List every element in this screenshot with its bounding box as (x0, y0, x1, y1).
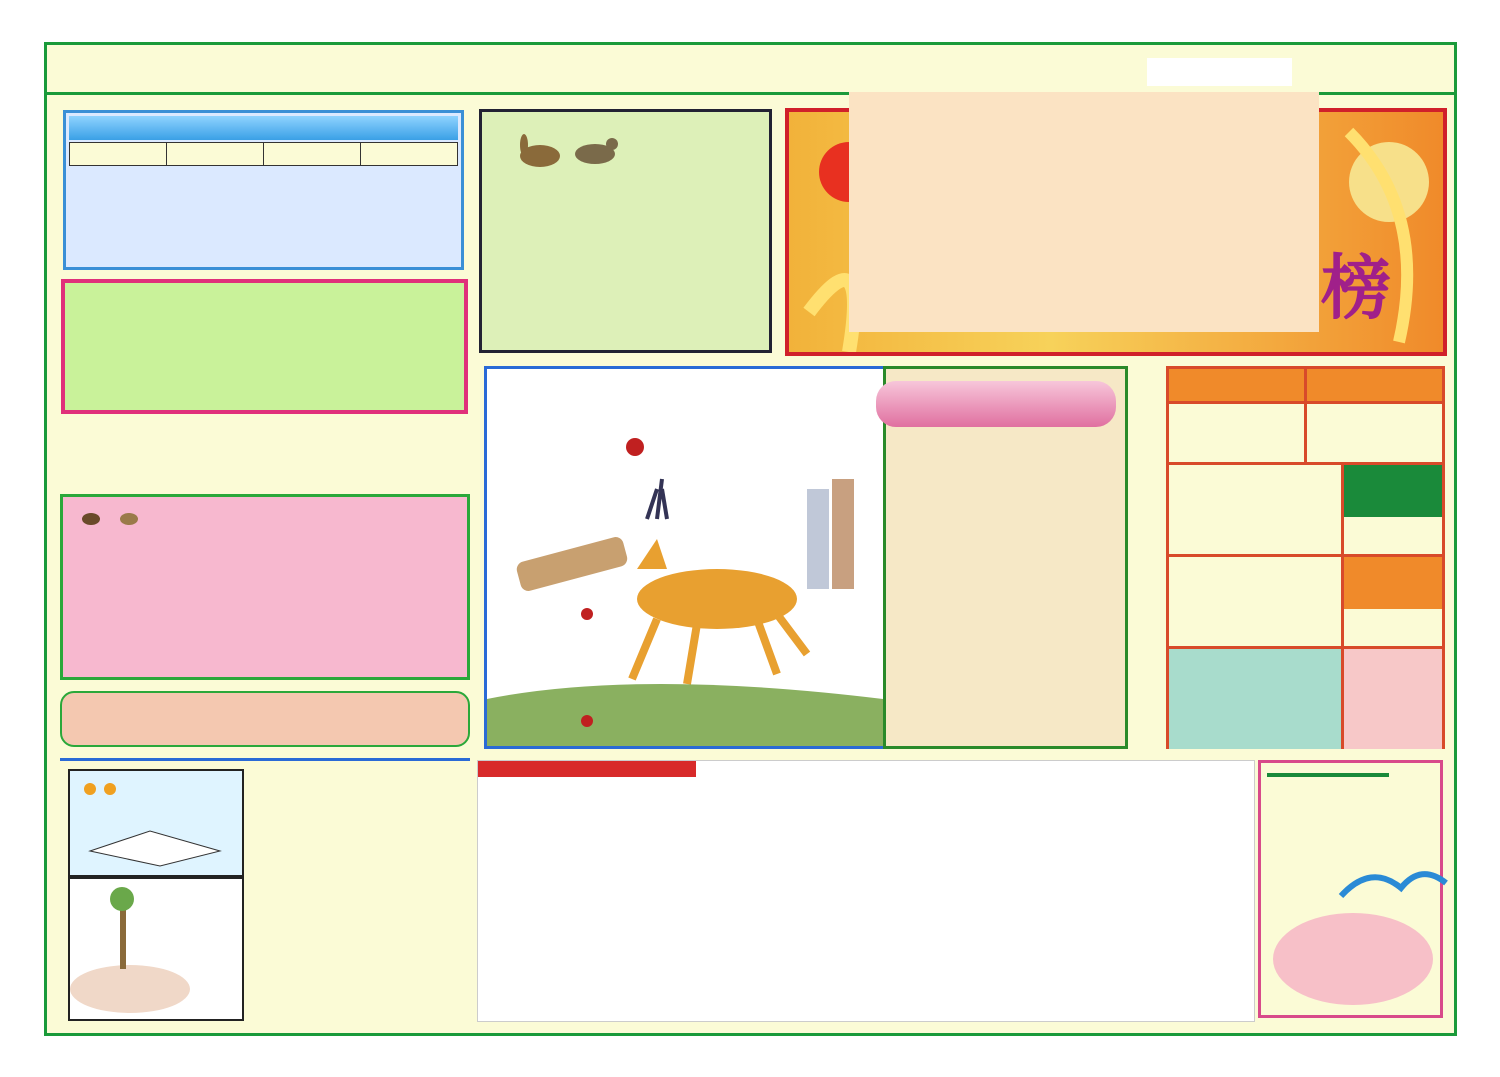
issue-box (1147, 58, 1292, 86)
right-stats-panel (1166, 366, 1445, 749)
stat-label-2-box (1344, 557, 1442, 646)
header-cell (361, 143, 458, 166)
header-cell (264, 143, 361, 166)
big-value (1169, 404, 1307, 462)
ten-period-table-panel (63, 110, 464, 270)
tree-picture (68, 877, 244, 1021)
stat-number-2 (1169, 557, 1344, 646)
header-cell (167, 143, 264, 166)
sister-panel (60, 691, 470, 747)
head-right (1307, 369, 1442, 401)
results-title (478, 761, 696, 777)
book-illustration (70, 771, 238, 871)
stat-label-1-box (1344, 465, 1442, 554)
lucky-panel (60, 494, 470, 680)
header-cell (70, 143, 167, 166)
ten-table-header (70, 143, 458, 166)
stat-label-1 (1344, 465, 1442, 517)
famous-number (1344, 649, 1442, 749)
treasure-title (876, 381, 1116, 427)
results-grid (698, 761, 1254, 1023)
deer-picture (484, 366, 886, 749)
zodiac-animals-icon (77, 507, 147, 529)
lucky-line-2 (77, 507, 467, 529)
famous-row (1169, 649, 1442, 749)
svg-text:榜: 榜 (1321, 246, 1391, 329)
strategy-panel (1258, 760, 1443, 1018)
head-left (1169, 369, 1307, 401)
banner-image (785, 108, 1447, 356)
banner-overlay (849, 92, 1319, 332)
stat-label-2 (1344, 557, 1442, 609)
strategy-ellipse (1273, 913, 1433, 1005)
lucky-zodiac-row (500, 130, 769, 174)
book-picture (68, 769, 244, 877)
tree-illustration (70, 879, 238, 1015)
stat-number-1 (1169, 465, 1344, 554)
stat-row-1 (1169, 465, 1442, 557)
wave-icon (1331, 858, 1451, 898)
bottom-left-area (60, 758, 470, 1020)
special-panel (479, 109, 772, 353)
ten-table (69, 142, 458, 166)
results-panel (477, 760, 1255, 1022)
famous-box (1169, 649, 1344, 749)
single-value (1307, 404, 1442, 462)
rabbit-dog-icon (500, 130, 620, 174)
big-single-row (1169, 401, 1442, 465)
strategy-subtitle (1267, 773, 1389, 777)
computer-panel (61, 279, 468, 414)
deer-illustration (487, 369, 883, 746)
stat-row-2 (1169, 557, 1442, 649)
right-head (1169, 369, 1442, 401)
treasure-panel (883, 366, 1128, 749)
ten-table-title (69, 116, 458, 140)
